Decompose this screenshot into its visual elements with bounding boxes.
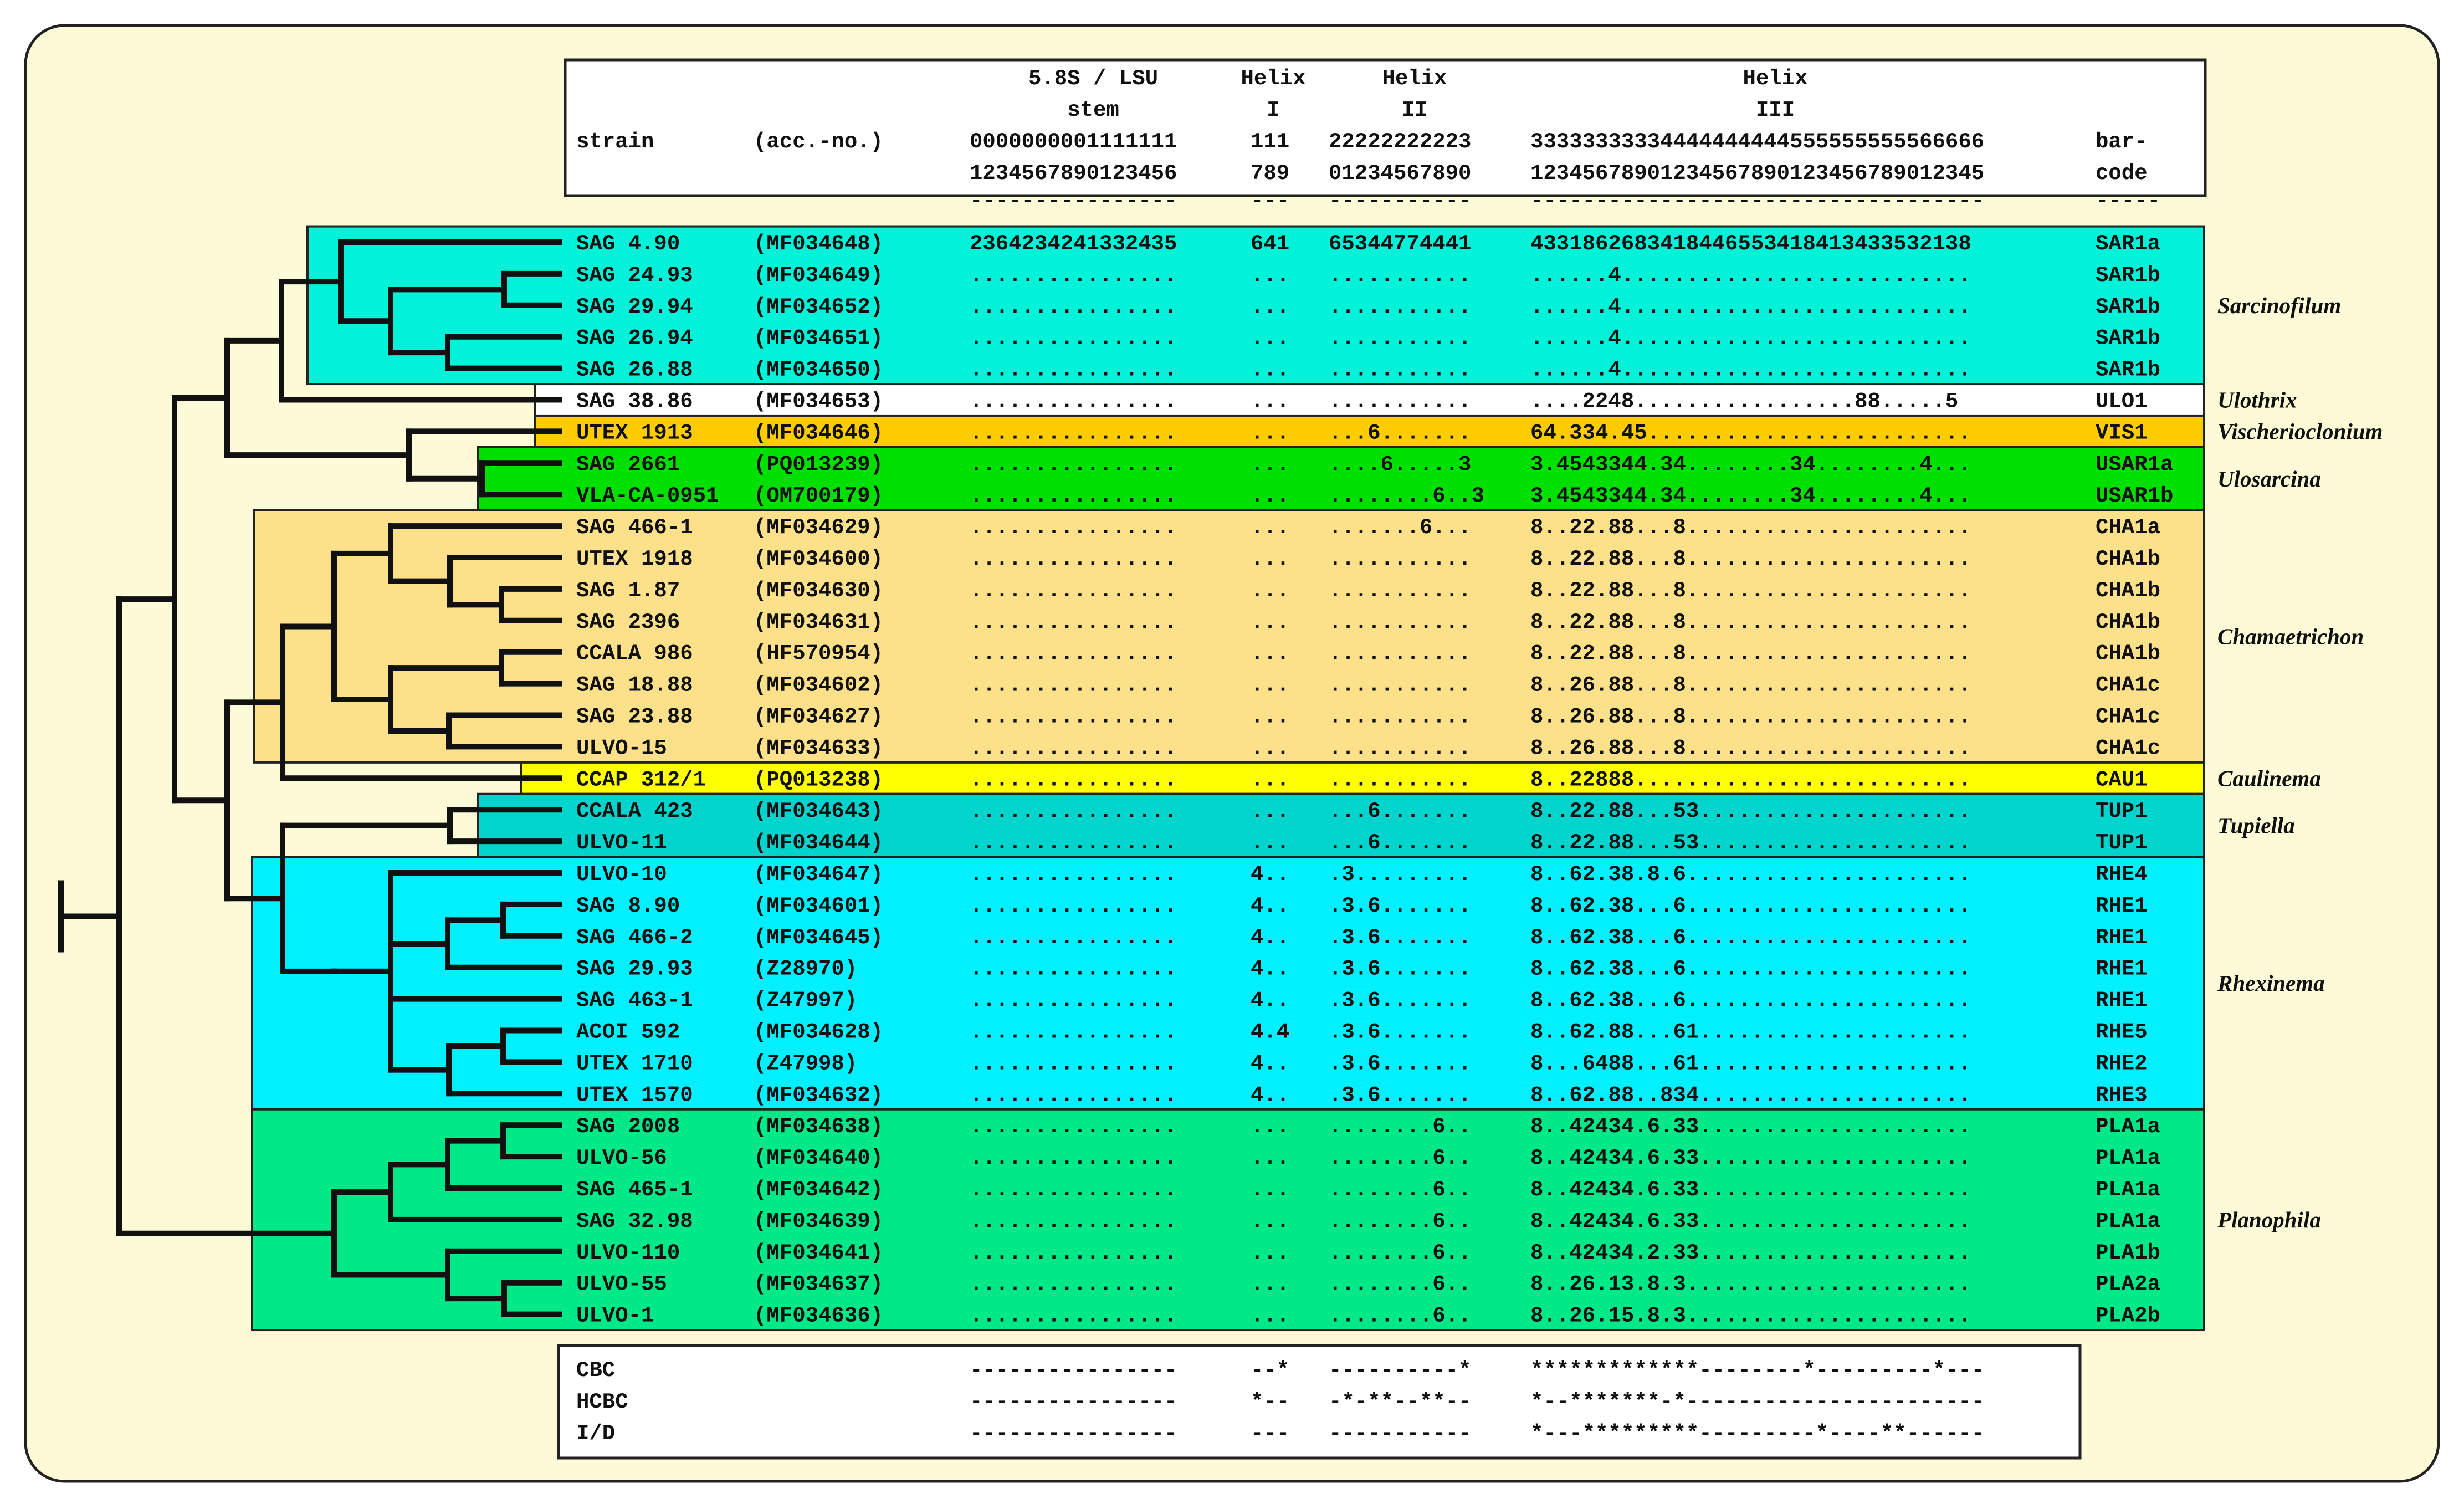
row-stem: ................ bbox=[970, 610, 1177, 635]
row-acc: (MF034650) bbox=[754, 357, 884, 382]
footer-h3: *---*********---------*----**------ bbox=[1530, 1421, 1985, 1446]
row-h3: 4331862683418446553418413433532138 bbox=[1530, 232, 1971, 256]
row-h3: 8..26.15.8.3...................... bbox=[1530, 1303, 1971, 1328]
row-code: SAR1b bbox=[2096, 294, 2161, 319]
row-code: CHA1a bbox=[2096, 515, 2161, 540]
row-stem: ................ bbox=[970, 768, 1177, 792]
row-h3: ....2248.................88.....5 bbox=[1530, 389, 1959, 414]
footer-h1: --- bbox=[1251, 1421, 1290, 1446]
row-h3: 8..62.38...6...................... bbox=[1530, 988, 1971, 1013]
row-code: USAR1b bbox=[2096, 484, 2174, 509]
row-stem: ................ bbox=[970, 956, 1177, 981]
clade-label: Tupiella bbox=[2217, 812, 2295, 838]
row-acc: (MF034631) bbox=[754, 610, 884, 635]
row-stem: ................ bbox=[970, 1114, 1177, 1139]
row-stem: ................ bbox=[970, 673, 1177, 698]
row-h3: 8..22.88...8...................... bbox=[1530, 641, 1971, 666]
row-code: PLA2b bbox=[2096, 1303, 2161, 1328]
row-h2: ........... bbox=[1329, 357, 1472, 382]
row-h1: 4.. bbox=[1251, 893, 1290, 918]
row-acc: (MF034646) bbox=[754, 421, 884, 446]
row-h1: ... bbox=[1251, 736, 1290, 761]
footer-h2: ----------- bbox=[1329, 1421, 1472, 1446]
row-stem: ................ bbox=[970, 704, 1177, 729]
row-h1: ... bbox=[1251, 831, 1290, 856]
row-strain: UTEX 1570 bbox=[576, 1083, 693, 1108]
row-h2: ........6.. bbox=[1329, 1178, 1472, 1202]
row-h3: ......4........................... bbox=[1530, 357, 1971, 382]
row-h2: .3.6....... bbox=[1329, 988, 1472, 1013]
row-stem: 2364234241332435 bbox=[970, 232, 1177, 256]
row-h2: ........6.. bbox=[1329, 1146, 1472, 1171]
row-code: RHE1 bbox=[2096, 893, 2148, 918]
row-strain: SAG 466-1 bbox=[576, 515, 693, 540]
row-strain: CCAP 312/1 bbox=[576, 768, 706, 792]
row-h2: ........... bbox=[1329, 578, 1472, 603]
header-cell: stem bbox=[1067, 98, 1119, 122]
row-h1: ... bbox=[1251, 1114, 1290, 1139]
row-h1: ... bbox=[1251, 326, 1290, 351]
row-h3: 8..22.88...53..................... bbox=[1530, 831, 1971, 856]
header-cell: 0000000001111111 bbox=[970, 130, 1177, 154]
row-h3: 8..22.88...53..................... bbox=[1530, 799, 1971, 824]
row-strain: UTEX 1913 bbox=[576, 421, 693, 446]
row-stem: ................ bbox=[970, 736, 1177, 761]
row-code: RHE1 bbox=[2096, 925, 2148, 950]
row-strain: SAG 1.87 bbox=[576, 578, 680, 603]
row-h1: ... bbox=[1251, 799, 1290, 824]
row-h1: 4.. bbox=[1251, 862, 1290, 887]
row-acc: (MF034652) bbox=[754, 294, 884, 319]
row-h3: 8..26.88...8...................... bbox=[1530, 704, 1971, 729]
row-h3: 8..26.13.8.3...................... bbox=[1530, 1272, 1971, 1297]
row-stem: ................ bbox=[970, 1303, 1177, 1328]
row-strain: SAG 2396 bbox=[576, 610, 680, 635]
row-strain: ULVO-56 bbox=[576, 1146, 667, 1171]
row-h1: ... bbox=[1251, 357, 1290, 382]
row-h2: ........6.. bbox=[1329, 1303, 1472, 1328]
row-h2: ........... bbox=[1329, 704, 1472, 729]
row-strain: SAG 26.94 bbox=[576, 326, 693, 351]
row-h1: ... bbox=[1251, 1303, 1290, 1328]
row-h3: 8..62.38...6...................... bbox=[1530, 893, 1971, 918]
row-h3: 8..62.88..834..................... bbox=[1530, 1083, 1971, 1108]
header-cell: --- bbox=[1251, 189, 1290, 213]
footer-h1: *-- bbox=[1251, 1390, 1290, 1414]
row-code: USAR1a bbox=[2096, 452, 2174, 477]
row-acc: (MF034602) bbox=[754, 673, 884, 698]
row-code: RHE4 bbox=[2096, 862, 2148, 887]
row-code: PLA1a bbox=[2096, 1178, 2161, 1202]
row-h1: ... bbox=[1251, 1272, 1290, 1297]
row-stem: ................ bbox=[970, 925, 1177, 950]
row-acc: (Z47998) bbox=[754, 1051, 858, 1076]
row-stem: ................ bbox=[970, 1051, 1177, 1076]
row-h1: 4.. bbox=[1251, 1051, 1290, 1076]
footer-h3: *************--------*---------*--- bbox=[1530, 1358, 1985, 1383]
row-h2: ........... bbox=[1329, 389, 1472, 414]
header-cell: 12345678901234567890123456789012345 bbox=[1530, 161, 1985, 186]
footer-label: I/D bbox=[576, 1421, 616, 1446]
row-code: CHA1b bbox=[2096, 547, 2161, 571]
clade-label: Ulothrix bbox=[2217, 387, 2297, 413]
footer-h2: ----------* bbox=[1329, 1358, 1472, 1383]
row-strain: SAG 32.98 bbox=[576, 1209, 693, 1234]
row-code: PLA2a bbox=[2096, 1272, 2161, 1297]
header-cell: strain bbox=[576, 130, 654, 154]
row-acc: (MF034645) bbox=[754, 925, 884, 950]
row-stem: ................ bbox=[970, 862, 1177, 887]
row-code: RHE2 bbox=[2096, 1051, 2148, 1076]
alignment-rows bbox=[576, 232, 2173, 1328]
row-h2: ........... bbox=[1329, 263, 1472, 288]
footer-stem: ---------------- bbox=[970, 1358, 1177, 1383]
row-stem: ................ bbox=[970, 515, 1177, 540]
row-h2: .3.6....... bbox=[1329, 925, 1472, 950]
header-cell: 789 bbox=[1251, 161, 1290, 186]
header-cell: ----------------------------------- bbox=[1530, 189, 1985, 213]
row-stem: ................ bbox=[970, 421, 1177, 446]
footer-label: HCBC bbox=[576, 1390, 628, 1414]
row-h2: ........6..3 bbox=[1329, 484, 1484, 509]
row-code: RHE3 bbox=[2096, 1083, 2148, 1108]
row-strain: SAG 4.90 bbox=[576, 232, 680, 256]
row-h3: 3.4543344.34........34........4... bbox=[1530, 484, 1971, 509]
row-h1: ... bbox=[1251, 547, 1290, 571]
row-code: RHE1 bbox=[2096, 956, 2148, 981]
row-stem: ................ bbox=[970, 1146, 1177, 1171]
row-acc: (MF034632) bbox=[754, 1083, 884, 1108]
row-acc: (MF034633) bbox=[754, 736, 884, 761]
footer-stem: ---------------- bbox=[970, 1421, 1177, 1446]
row-stem: ................ bbox=[970, 893, 1177, 918]
clade-label: Vischerioclonium bbox=[2217, 418, 2383, 444]
row-h1: ... bbox=[1251, 1240, 1290, 1265]
row-acc: (MF034601) bbox=[754, 893, 884, 918]
header-cell: 22222222223 bbox=[1329, 130, 1472, 154]
row-stem: ................ bbox=[970, 641, 1177, 666]
row-strain: SAG 2661 bbox=[576, 452, 680, 477]
row-strain: SAG 466-2 bbox=[576, 925, 693, 950]
row-stem: ................ bbox=[970, 452, 1177, 477]
row-h3: ......4........................... bbox=[1530, 294, 1971, 319]
row-h3: 3.4543344.34........34........4... bbox=[1530, 452, 1971, 477]
row-stem: ................ bbox=[970, 326, 1177, 351]
row-h2: ........... bbox=[1329, 768, 1472, 792]
row-h2: ........... bbox=[1329, 610, 1472, 635]
row-h3: 8..62.38...6...................... bbox=[1530, 925, 1971, 950]
row-h3: 8..62.88...61..................... bbox=[1530, 1020, 1971, 1045]
row-h1: ... bbox=[1251, 641, 1290, 666]
row-strain: SAG 8.90 bbox=[576, 893, 680, 918]
clade-label: Rhexinema bbox=[2217, 970, 2325, 996]
row-h3: 8..42434.2.33..................... bbox=[1530, 1240, 1971, 1265]
row-strain: SAG 24.93 bbox=[576, 263, 693, 288]
row-h2: ........... bbox=[1329, 673, 1472, 698]
header-cell: Helix bbox=[1382, 67, 1447, 91]
row-code: CHA1b bbox=[2096, 641, 2161, 666]
row-h3: 64.334.45......................... bbox=[1530, 421, 1971, 446]
row-strain: ULVO-10 bbox=[576, 862, 667, 887]
row-h2: ........... bbox=[1329, 326, 1472, 351]
row-h1: ... bbox=[1251, 610, 1290, 635]
clade-label: Planophila bbox=[2217, 1206, 2321, 1232]
row-h1: ... bbox=[1251, 578, 1290, 603]
row-acc: (MF034641) bbox=[754, 1240, 884, 1265]
row-code: CHA1c bbox=[2096, 704, 2161, 729]
row-acc: (OM700179) bbox=[754, 484, 884, 509]
header-cell: bar- bbox=[2096, 130, 2148, 154]
row-strain: SAG 38.86 bbox=[576, 389, 693, 414]
row-h1: 641 bbox=[1251, 232, 1290, 256]
row-strain: ULVO-55 bbox=[576, 1272, 667, 1297]
row-strain: CCALA 423 bbox=[576, 799, 693, 824]
row-strain: SAG 465-1 bbox=[576, 1178, 693, 1202]
header-cell: ---------------- bbox=[970, 189, 1177, 213]
header-cell: (acc.-no.) bbox=[754, 130, 884, 154]
row-code: SAR1a bbox=[2096, 232, 2161, 256]
row-h3: 8..62.38...6...................... bbox=[1530, 956, 1971, 981]
row-stem: ................ bbox=[970, 484, 1177, 509]
header-cell: ----- bbox=[2096, 189, 2161, 213]
row-h1: ... bbox=[1251, 421, 1290, 446]
row-strain: SAG 18.88 bbox=[576, 673, 693, 698]
footer-stem: ---------------- bbox=[970, 1390, 1177, 1414]
row-acc: (MF034636) bbox=[754, 1303, 884, 1328]
row-h1: ... bbox=[1251, 1178, 1290, 1202]
row-h3: 8..42434.6.33..................... bbox=[1530, 1146, 1971, 1171]
row-stem: ................ bbox=[970, 831, 1177, 856]
row-strain: ULVO-15 bbox=[576, 736, 667, 761]
row-h3: 8..42434.6.33..................... bbox=[1530, 1178, 1971, 1202]
row-h3: 8..22.88...8...................... bbox=[1530, 547, 1971, 571]
row-stem: ................ bbox=[970, 988, 1177, 1013]
row-h2: ........6.. bbox=[1329, 1272, 1472, 1297]
header-cell: Helix bbox=[1241, 67, 1306, 91]
clade-label: Sarcinofilum bbox=[2217, 292, 2342, 318]
row-strain: SAG 463-1 bbox=[576, 988, 693, 1013]
header-cell: III bbox=[1755, 98, 1795, 122]
row-h1: ... bbox=[1251, 704, 1290, 729]
header-cell: 111 bbox=[1251, 130, 1290, 154]
row-h1: ... bbox=[1251, 484, 1290, 509]
row-acc: (MF034648) bbox=[754, 232, 884, 256]
row-h1: ... bbox=[1251, 294, 1290, 319]
row-h2: ........... bbox=[1329, 547, 1472, 571]
row-h2: ........... bbox=[1329, 736, 1472, 761]
row-h3: 8...6488...61..................... bbox=[1530, 1051, 1971, 1076]
row-h2: ....6.....3 bbox=[1329, 452, 1472, 477]
row-strain: ACOI 592 bbox=[576, 1020, 680, 1045]
row-code: CAU1 bbox=[2096, 768, 2148, 792]
row-code: CHA1b bbox=[2096, 610, 2161, 635]
clade-label: Caulinema bbox=[2217, 765, 2321, 791]
footer-h1: --* bbox=[1251, 1358, 1290, 1383]
row-acc: (Z28970) bbox=[754, 956, 858, 981]
row-strain: VLA-CA-0951 bbox=[576, 484, 719, 509]
row-stem: ................ bbox=[970, 1178, 1177, 1202]
row-h1: ... bbox=[1251, 452, 1290, 477]
row-code: RHE5 bbox=[2096, 1020, 2148, 1045]
row-h2: .3.6....... bbox=[1329, 893, 1472, 918]
row-code: PLA1a bbox=[2096, 1114, 2161, 1139]
header-cell: I bbox=[1267, 98, 1280, 122]
row-h3: ......4........................... bbox=[1530, 263, 1971, 288]
header-cell: 33333333334444444444555555555566666 bbox=[1530, 130, 1985, 154]
row-acc: (HF570954) bbox=[754, 641, 884, 666]
row-h3: 8..26.88...8...................... bbox=[1530, 673, 1971, 698]
row-stem: ................ bbox=[970, 799, 1177, 824]
row-strain: UTEX 1918 bbox=[576, 547, 693, 571]
row-acc: (MF034647) bbox=[754, 862, 884, 887]
row-code: CHA1c bbox=[2096, 673, 2161, 698]
row-stem: ................ bbox=[970, 1240, 1177, 1265]
row-h2: .3.6....... bbox=[1329, 956, 1472, 981]
row-h1: 4.. bbox=[1251, 925, 1290, 950]
header-cell: 01234567890 bbox=[1329, 161, 1472, 186]
row-acc: (MF034651) bbox=[754, 326, 884, 351]
row-h3: 8..26.88...8...................... bbox=[1530, 736, 1971, 761]
row-strain: ULVO-110 bbox=[576, 1240, 680, 1265]
row-code: TUP1 bbox=[2096, 831, 2148, 856]
row-stem: ................ bbox=[970, 1083, 1177, 1108]
row-h3: 8..22.88...8...................... bbox=[1530, 578, 1971, 603]
row-stem: ................ bbox=[970, 294, 1177, 319]
row-h2: ...6....... bbox=[1329, 799, 1472, 824]
row-h3: 8..22.88...8...................... bbox=[1530, 515, 1971, 540]
row-acc: (MF034649) bbox=[754, 263, 884, 288]
row-h2: ........6.. bbox=[1329, 1114, 1472, 1139]
row-h1: ... bbox=[1251, 263, 1290, 288]
row-stem: ................ bbox=[970, 578, 1177, 603]
row-h1: 4.. bbox=[1251, 1083, 1290, 1108]
row-strain: SAG 2008 bbox=[576, 1114, 680, 1139]
header-cell: 1234567890123456 bbox=[970, 161, 1177, 186]
row-stem: ................ bbox=[970, 1272, 1177, 1297]
header-cell: 5.8S / LSU bbox=[1028, 67, 1159, 91]
row-acc: (MF034630) bbox=[754, 578, 884, 603]
row-stem: ................ bbox=[970, 1209, 1177, 1234]
row-stem: ................ bbox=[970, 547, 1177, 571]
row-h1: 4.. bbox=[1251, 956, 1290, 981]
row-code: CHA1c bbox=[2096, 736, 2161, 761]
row-h2: ........... bbox=[1329, 641, 1472, 666]
row-strain: SAG 23.88 bbox=[576, 704, 693, 729]
row-h1: ... bbox=[1251, 515, 1290, 540]
row-strain: ULVO-11 bbox=[576, 831, 667, 856]
row-acc: (PQ013238) bbox=[754, 768, 884, 792]
header-cell: Helix bbox=[1743, 67, 1808, 91]
row-acc: (MF034628) bbox=[754, 1020, 884, 1045]
row-h2: .......6... bbox=[1329, 515, 1472, 540]
row-h2: ........6.. bbox=[1329, 1209, 1472, 1234]
row-h1: ... bbox=[1251, 673, 1290, 698]
row-h1: 4.. bbox=[1251, 988, 1290, 1013]
row-h2: .3.6....... bbox=[1329, 1020, 1472, 1045]
row-h2: .3.6....... bbox=[1329, 1083, 1472, 1108]
clade-label: Ulosarcina bbox=[2217, 466, 2321, 492]
row-h3: 8..62.38.8.6...................... bbox=[1530, 862, 1971, 887]
row-h2: 65344774441 bbox=[1329, 232, 1472, 256]
header-cell: code bbox=[2096, 161, 2148, 186]
row-code: VIS1 bbox=[2096, 421, 2148, 446]
row-strain: ULVO-1 bbox=[576, 1303, 654, 1328]
row-h3: 8..22.88...8...................... bbox=[1530, 610, 1971, 635]
row-h3: 8..42434.6.33..................... bbox=[1530, 1209, 1971, 1234]
row-code: CHA1b bbox=[2096, 578, 2161, 603]
row-acc: (PQ013239) bbox=[754, 452, 884, 477]
row-strain: UTEX 1710 bbox=[576, 1051, 693, 1076]
row-acc: (MF034627) bbox=[754, 704, 884, 729]
row-acc: (MF034643) bbox=[754, 799, 884, 824]
row-code: PLA1a bbox=[2096, 1146, 2161, 1171]
row-h1: ... bbox=[1251, 1146, 1290, 1171]
row-acc: (MF034639) bbox=[754, 1209, 884, 1234]
footer-h3: *--*******-*----------------------- bbox=[1530, 1390, 1985, 1414]
row-stem: ................ bbox=[970, 1020, 1177, 1045]
row-acc: (MF034637) bbox=[754, 1272, 884, 1297]
row-strain: SAG 26.88 bbox=[576, 357, 693, 382]
row-acc: (MF034644) bbox=[754, 831, 884, 856]
row-h1: ... bbox=[1251, 1209, 1290, 1234]
row-code: PLA1b bbox=[2096, 1240, 2161, 1265]
row-strain: SAG 29.94 bbox=[576, 294, 693, 319]
row-code: RHE1 bbox=[2096, 988, 2148, 1013]
row-acc: (Z47997) bbox=[754, 988, 858, 1013]
row-h2: .3.6....... bbox=[1329, 1051, 1472, 1076]
row-h2: ...6....... bbox=[1329, 831, 1472, 856]
row-h1: ... bbox=[1251, 389, 1290, 414]
row-strain: SAG 29.93 bbox=[576, 956, 693, 981]
row-h1: 4.4 bbox=[1251, 1020, 1290, 1045]
row-h1: ... bbox=[1251, 768, 1290, 792]
row-stem: ................ bbox=[970, 357, 1177, 382]
row-code: TUP1 bbox=[2096, 799, 2148, 824]
row-code: SAR1b bbox=[2096, 263, 2161, 288]
row-stem: ................ bbox=[970, 389, 1177, 414]
row-acc: (MF034629) bbox=[754, 515, 884, 540]
row-h3: 8..42434.6.33..................... bbox=[1530, 1114, 1971, 1139]
footer-label: CBC bbox=[576, 1358, 616, 1383]
row-code: PLA1a bbox=[2096, 1209, 2161, 1234]
row-h2: ........... bbox=[1329, 294, 1472, 319]
row-acc: (MF034640) bbox=[754, 1146, 884, 1171]
row-strain: CCALA 986 bbox=[576, 641, 693, 666]
row-h2: .3......... bbox=[1329, 862, 1472, 887]
row-code: SAR1b bbox=[2096, 357, 2161, 382]
row-h2: ........6.. bbox=[1329, 1240, 1472, 1265]
row-acc: (MF034638) bbox=[754, 1114, 884, 1139]
header-cell: ----------- bbox=[1329, 189, 1472, 213]
row-h2: ...6....... bbox=[1329, 421, 1472, 446]
row-h3: 8..22888.......................... bbox=[1530, 768, 1971, 792]
row-acc: (MF034642) bbox=[754, 1178, 884, 1202]
row-h3: ......4........................... bbox=[1530, 326, 1971, 351]
row-stem: ................ bbox=[970, 263, 1177, 288]
footer-h2: -*-**--**-- bbox=[1329, 1390, 1472, 1414]
row-code: SAR1b bbox=[2096, 326, 2161, 351]
header-cell: II bbox=[1401, 98, 1428, 122]
row-code: ULO1 bbox=[2096, 389, 2148, 414]
row-acc: (MF034653) bbox=[754, 389, 884, 414]
clade-label: Chamaetrichon bbox=[2217, 623, 2364, 649]
row-acc: (MF034600) bbox=[754, 547, 884, 571]
